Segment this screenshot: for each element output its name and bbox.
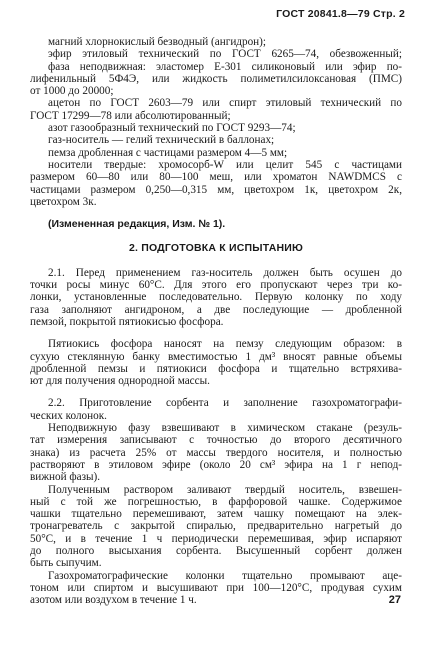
text-line: ют для получения однородной массы.	[30, 375, 210, 388]
paragraph-phosphorus	[30, 338, 402, 387]
text-line: азотом или воздухом в течение 1 ч.	[30, 594, 197, 607]
material-line: лифенильный 5Ф4Э, или жидкость полиметилсилоксановая (ПМС)	[30, 72, 402, 85]
paragraph-2-1	[30, 267, 402, 328]
material-line: ГОСТ 17299—78 или абсолютированный;	[30, 109, 231, 122]
text-line: вижной фазы).	[30, 471, 101, 484]
text-line: чашки тщательно перемешивают, затем чашку помещают на элек-	[30, 508, 402, 521]
text-line: лонки, установленные последовательно. Первую колонку по ходу	[30, 291, 402, 304]
material-line: азот газообразный технический по ГОСТ 9293—74;	[48, 122, 296, 135]
text-line: 2.2. Приготовление сорбента и заполнение газохроматографи-	[48, 397, 402, 410]
material-line: пемза дробленная с частицами размером 4—5 мм;	[48, 146, 288, 159]
text-line: тат измерения записывают с точностью до второго десятичного	[30, 434, 402, 447]
text-line: Неподвижную фазу взвешивают в химическом стакане (резуль-	[48, 422, 402, 435]
material-line: ацетон по ГОСТ 2603—79 или спирт этиловый технический по	[48, 97, 402, 110]
page-content	[30, 36, 402, 606]
text-line: 2.1. Перед применением газ-носитель должен быть осушен до	[48, 266, 402, 279]
material-line: магний хлорнокислый безводный (ангидрон);	[48, 36, 267, 48]
text-line: тронагреватель с закрытой спиралью, предварительно нагретый до	[30, 520, 402, 533]
text-line: до полного высыхания сорбента. Высушенный сорбент должен	[30, 544, 402, 557]
paragraph-stationary-phase	[30, 422, 402, 483]
text-line: пемзой, покрытой пятиокисью фосфора.	[30, 315, 224, 328]
page-number: 27	[388, 594, 401, 606]
material-line: цветохром 3к.	[30, 195, 97, 208]
materials-list	[30, 36, 402, 208]
material-line: эфир этиловый технический по ГОСТ 6265—74, обезвоженный;	[48, 48, 402, 61]
material-line: фаза неподвижная: эластомер Е-301 силиконовый или эфир по-	[48, 60, 402, 73]
text-line: ческих колонок.	[30, 409, 107, 422]
material-line: частицами размером 0,250—0,315 мм, цветохром 1к, цветохром 2к,	[30, 183, 402, 196]
amendment-note: (Измененная редакция, Изм. № 1).	[48, 218, 226, 231]
paragraph-2-2	[30, 397, 402, 422]
material-line: носители твердые: хромосорб-W или целит 545 с частицами	[48, 158, 402, 171]
material-line: размером 60—80 или 80—100 меш, или хроматон NAWDMCS с	[30, 171, 402, 184]
text-line: Газохроматографические колонки тщательно промывают аце-	[48, 569, 402, 582]
section-heading: 2. ПОДГОТОВКА К ИСПЫТАНИЮ	[128, 242, 304, 255]
material-line: от 1000 до 20000;	[30, 85, 114, 98]
page-header: ГОСТ 20841.8—79 Стр. 2	[276, 8, 405, 20]
text-line: сухую стеклянную банку вместимостью 1 дм³ вносят равные объемы	[30, 350, 402, 363]
text-line: растворяют в этиловом эфире (около 20 см³ эфира на 1 г непод-	[30, 458, 402, 471]
text-line: Полученным раствором заливают твердый носитель, взвешен-	[48, 483, 402, 496]
text-line: тоном или спиртом и высушивают при 100—120°C, продувая сухим	[30, 581, 402, 594]
text-line: 50°C, и в течение 1 ч периодически перемешивая, эфир испаряют	[30, 532, 402, 545]
paragraph-columns	[30, 570, 402, 607]
text-line: точки росы минус 60°C. Для этого его пропускают через три ко-	[30, 279, 402, 292]
text-line: Пятиокись фосфора наносят на пемзу следующим образом: в	[48, 338, 402, 351]
material-line: газ-носитель — гелий технический в баллонах;	[48, 134, 275, 147]
paragraph-solution	[30, 484, 402, 570]
text-line: газа заполняют ангидроном, а две последующие — дробленной	[30, 303, 402, 316]
text-line: дробленной пемзы и пятиокиси фосфора и тщательно встряхива-	[30, 362, 402, 375]
text-line: знака) из расчета 25% от массы твердого носителя, и полностью	[30, 446, 402, 459]
text-line: быть сыпучим.	[30, 557, 102, 570]
text-line: ный с той же погрешностью, в фарфоровой чашке. Содержимое	[30, 495, 402, 508]
